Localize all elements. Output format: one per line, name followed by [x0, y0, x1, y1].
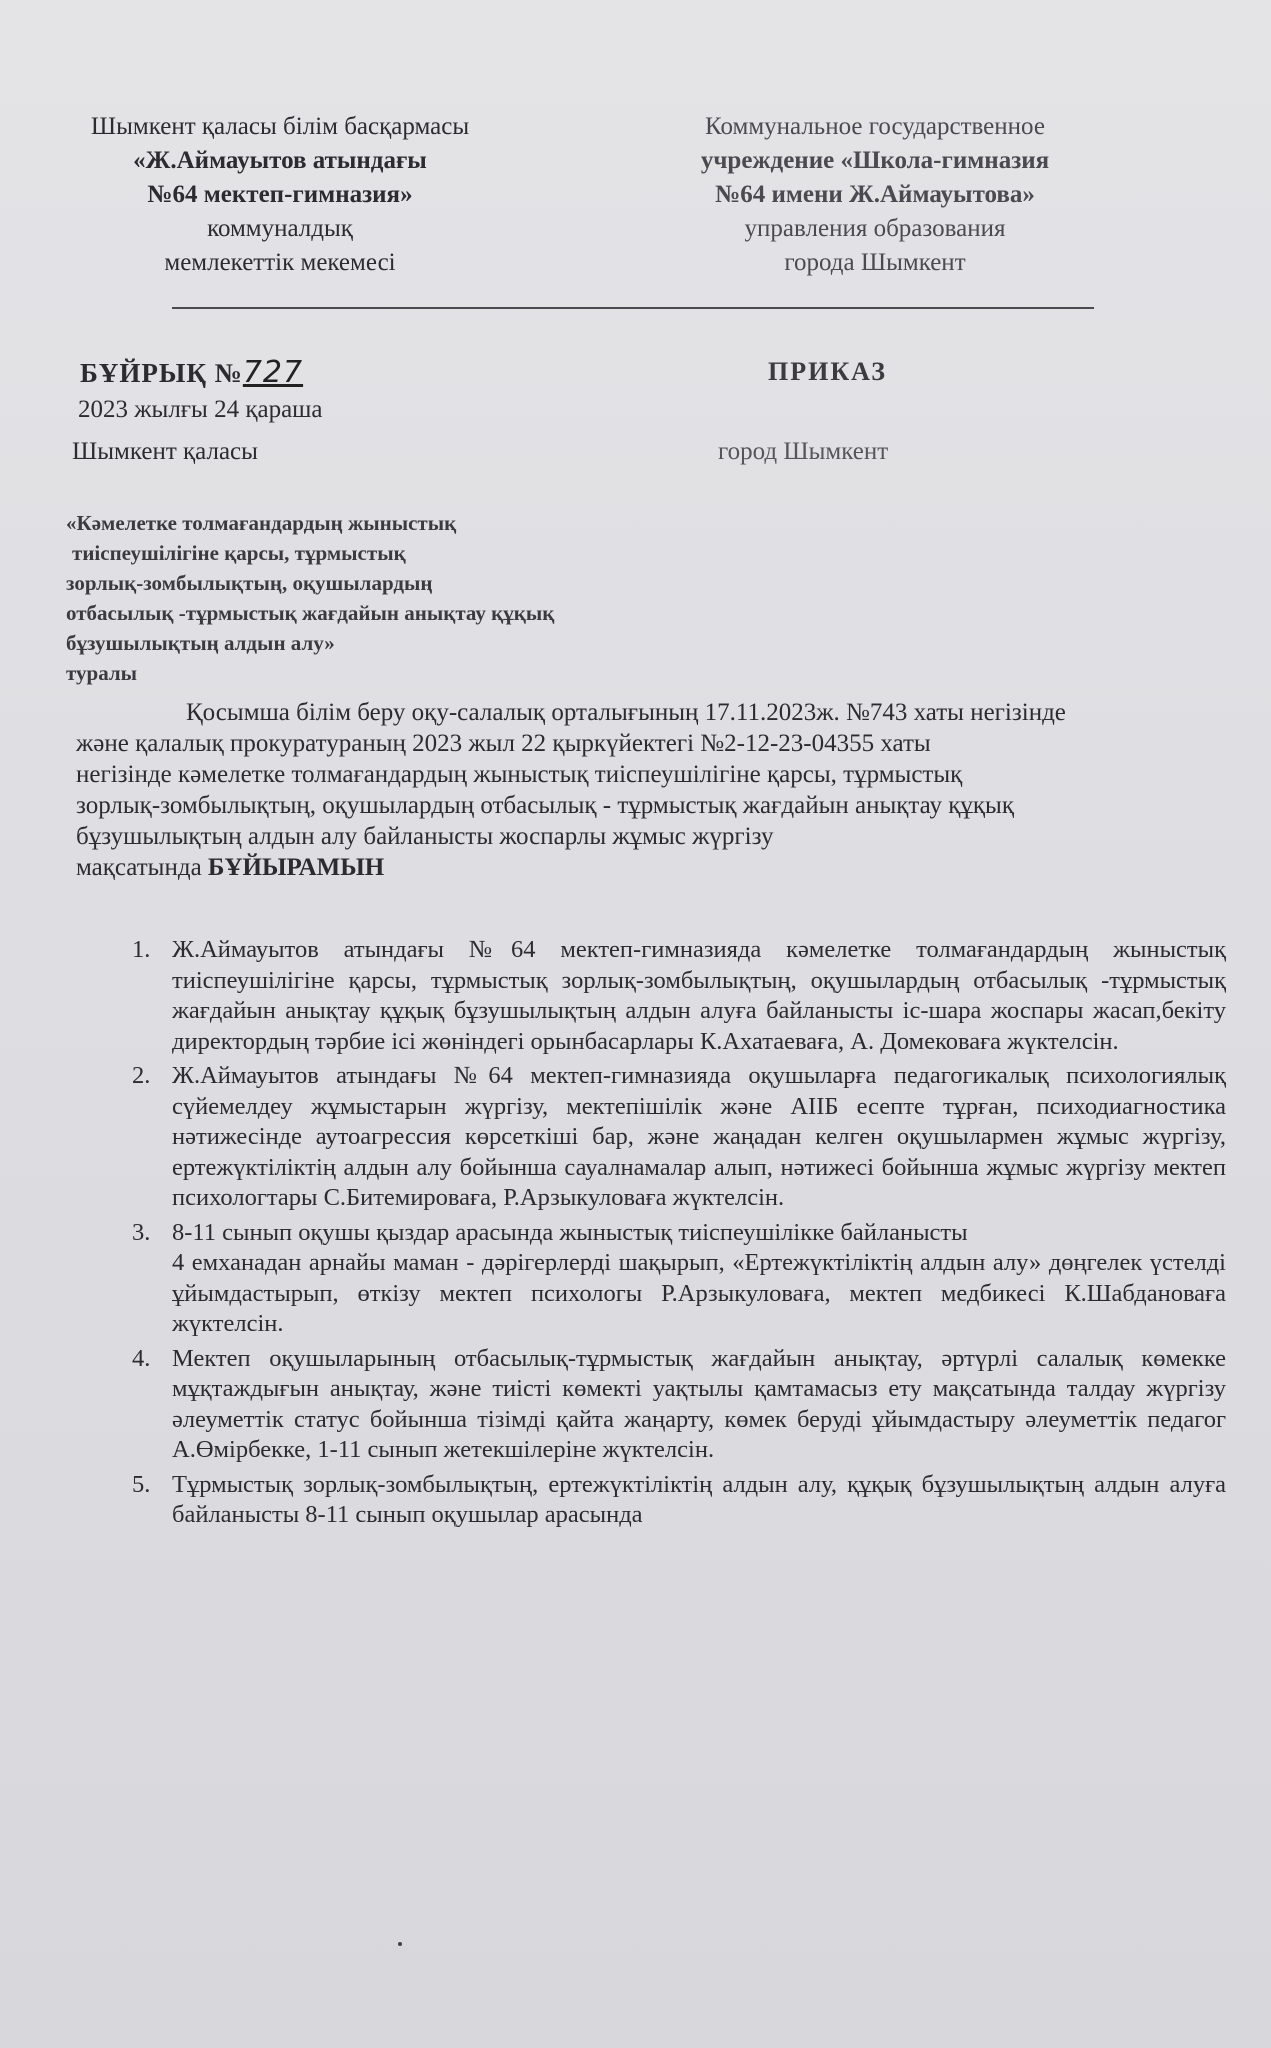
header-right-line: учреждение «Школа-гимназия [700, 147, 1050, 174]
order-item-first-line: 8-11 сынып оқушы қыздар арасында жыныстық тиіспеушілікке байланысты [172, 1218, 968, 1246]
intro-line: негізінде кәмелетке толмағандардың жыныстық тиіспеушілігіне қарсы, тұрмыстық [76, 761, 963, 788]
order-item [120, 1061, 1226, 1214]
order-city-kz: Шымкент қаласы [72, 438, 258, 465]
header-left-line: «Ж.Аймауытов атындағы [133, 147, 427, 174]
order-title-ru: ПРИКАЗ [768, 357, 888, 386]
header-right-line: города Шымкент [784, 249, 966, 276]
header-right-ru [660, 110, 1090, 280]
intro-line: Қосымша білім беру оқу-салалық орталығының 17.11.2023ж. №743 хаты негізінде [186, 699, 1066, 726]
order-item [120, 1470, 1226, 1531]
header-left-line: Шымкент қаласы білім басқармасы [90, 113, 470, 140]
order-intro-paragraph [76, 697, 1216, 883]
order-item-number: 5. [132, 1470, 151, 1498]
header-left-kz [40, 110, 520, 280]
order-item-number: 2. [132, 1062, 151, 1089]
header-divider [172, 307, 1094, 309]
header-right-line: управления образования [744, 215, 1006, 242]
header-left-line: №64 мектеп-гимназия» [147, 181, 413, 208]
subject-line: туралы [66, 661, 138, 685]
order-item-number: 3. [132, 1218, 151, 1246]
order-item [120, 935, 1226, 1057]
header-left-line: мемлекеттік мекемесі [164, 249, 396, 276]
order-item-number: 4. [132, 1344, 151, 1372]
intro-line: бұзушылықтың алдын алу байланысты жоспарлы жұмыс жүргізу [76, 823, 774, 850]
order-item-text: 4 емханадан арнайы маман - дәрігерлерді шақырып, «Ертежүктіліктің алдын алу» дөңгелек үстелді ұйымдастырып, өткізу мектеп психологы Р.Арзыкуловаға, мектеп медбикесі К.Шабдановаға жүктелсін. [172, 1249, 1226, 1337]
order-item-text: Ж.Аймауытов атындағы №64 мектеп-гимназияда оқушыларға педагогикалық психологиялық сүйемелдеу жұмыстарын жүргізу, мектепішілік және АІІБ есепте тұрған, психодиагностика нәтижесінде аутоагрессия көрсеткіші бар, және жаңадан келген оқушылармен жұмыс жүргізу, ертежүктіліктің алдын алу бойынша сауалнамалар алып, нәтижесі бойынша жұмыс жүргізу мектеп психологтары С.Битемироваға, Р.Арзыкуловаға жүктелсін. [172, 1062, 1226, 1211]
paper-speck [398, 1942, 402, 1946]
order-date: 2023 жылғы 24 қараша [78, 396, 323, 423]
order-items-list [120, 935, 1226, 1535]
header-right-line: №64 имени Ж.Аймауытова» [715, 181, 1035, 208]
intro-line: зорлық-зомбылықтың, оқушылардың отбасылық - тұрмыстық жағдайын анықтау құқық [76, 792, 1014, 819]
subject-line: тиіспеушілігіне қарсы, тұрмыстық [72, 541, 406, 565]
order-title-label: БҰЙРЫҚ № [80, 358, 243, 388]
subject-line: бұзушылықтың алдын алу» [66, 631, 335, 655]
order-number: 727 [242, 355, 304, 390]
order-item-text: Мектеп оқушыларының отбасылық-тұрмыстық жағдайын анықтау, әртүрлі салалық көмекке мұқтаждығын анықтау, және тиісті көмекті уақтылы қамтамасыз ету мақсатында талдау жүргізу әлеуметтік статус бойынша тізімді қайта жаңарту, көмек беруді ұйымдастыру әлеуметтік педагог А.Өмірбекке, 1-11 сынып жетекшілеріне жүктелсін. [172, 1344, 1226, 1463]
order-directive: БҰЙЫРАМЫН [207, 854, 385, 881]
intro-last-prefix: мақсатында [76, 854, 208, 881]
header-right-line: Коммунальное государственное [705, 113, 1045, 140]
order-item-text: Ж.Аймауытов атындағы №64 мектеп-гимназияда кәмелетке толмағандардың жыныстық тиіспеушілігіне қарсы, тұрмыстық зорлық-зомбылықтың, оқушылардың отбасылық -тұрмыстық жағдайын анықтау құқық бұзушылықтың алдын алуға байланысты іс-шара жоспары жасап,бекіту директордың тәрбие ісі жөніндегі орынбасарлары К.Ахатаеваға, А. Домековаға жүктелсін. [172, 936, 1226, 1055]
order-item [120, 1218, 1226, 1340]
order-item [120, 1344, 1226, 1466]
subject-line: зорлық-зомбылықтың, оқушылардың [66, 571, 433, 595]
subject-line: «Кәмелетке толмағандардың жыныстық [66, 511, 457, 535]
header-left-line: коммуналдық [207, 215, 353, 242]
order-subject [66, 508, 686, 688]
order-title-kz [80, 355, 303, 390]
subject-line: отбасылық -тұрмыстық жағдайын анықтау құқық [66, 601, 555, 625]
intro-last-line [76, 852, 1216, 883]
order-city-ru: город Шымкент [718, 438, 889, 465]
intro-line: және қалалық прокуратураның 2023 жыл 22 қыркүйектегі №2-12-23-04355 хаты [76, 730, 931, 757]
order-item-number: 1. [132, 936, 151, 963]
order-item-text: Тұрмыстық зорлық-зомбылықтың, ертежүктіліктің алдын алу, құқық бұзушылықтың алдын алуға байланысты 8-11 сынып оқушылар арасында [172, 1470, 1226, 1528]
